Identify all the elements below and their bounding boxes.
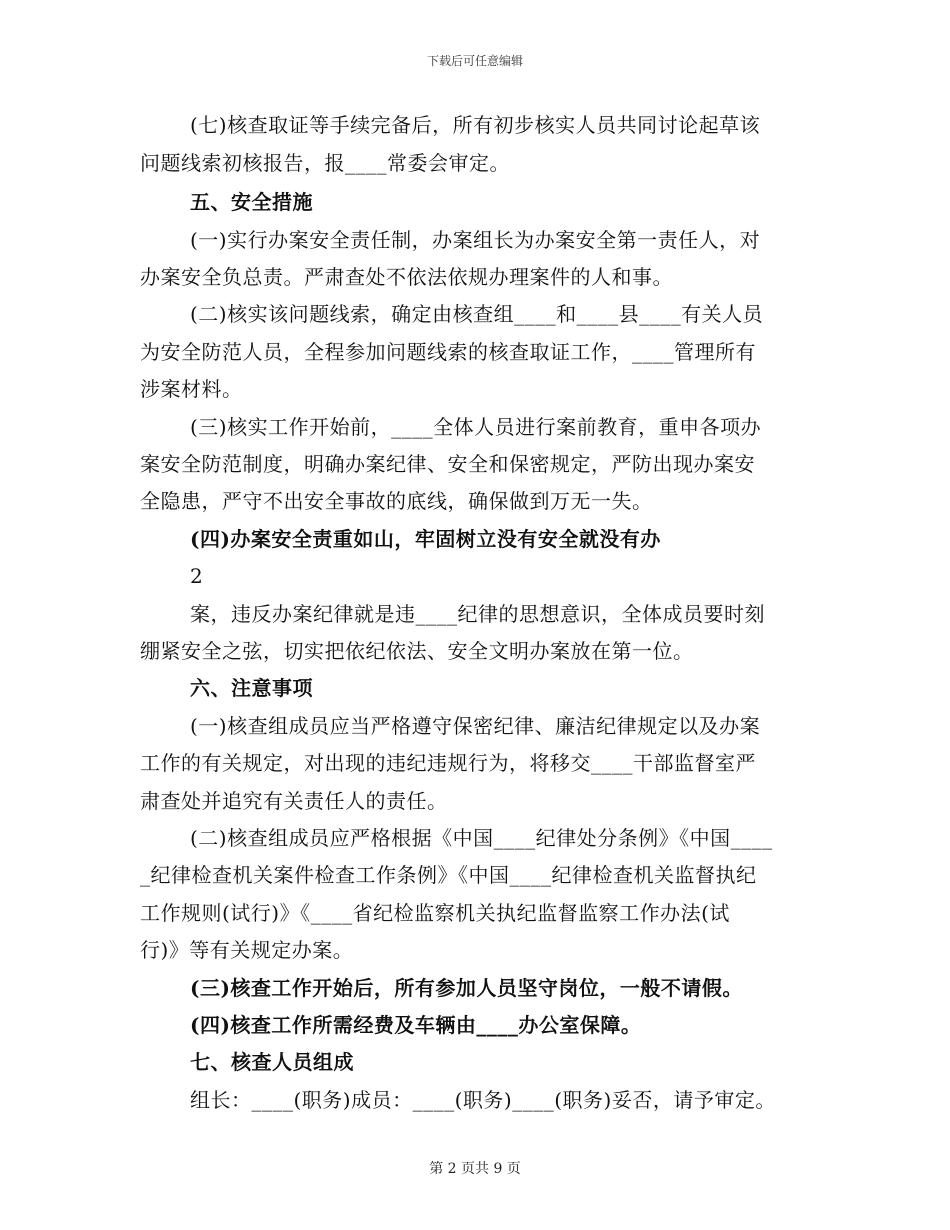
paragraph-line: (二)核查组成员应严格根据《中国____纪律处分条例》《中国____ xyxy=(190,826,773,850)
paragraph-line: (七)核查取证等手续完备后，所有初步核实人员共同讨论起草该 xyxy=(190,113,761,137)
bold-paragraph-line: (四)办案安全责重如山，牢固树立没有安全就没有办 xyxy=(190,527,661,551)
paragraph-line: 为安全防范人员，全程参加问题线索的核查取证工作，____管理所有 xyxy=(140,340,756,364)
page-footer: 第 2 页共 9 页 xyxy=(429,1161,521,1177)
paragraph-line: 工作的有关规定，对出现的违纪违规行为，将移交____干部监督室严 xyxy=(140,751,756,775)
paragraph-line: 全隐患，严守不出安全事故的底线，确保做到万无一失。 xyxy=(140,489,653,513)
paragraph-line: 肃查处并追究有关责任人的责任。 xyxy=(140,789,448,813)
inline-number: 2 xyxy=(190,564,204,588)
section-heading: 七、核查人员组成 xyxy=(190,1050,354,1074)
paragraph-line: 行)》等有关规定办案。 xyxy=(140,938,354,962)
paragraph-line: 涉案材料。 xyxy=(140,377,243,401)
paragraph-line: 问题线索初核报告，报____常委会审定。 xyxy=(140,151,510,175)
page-header: 下载后可任意编辑 xyxy=(426,54,523,68)
paragraph-line: 办案安全负总责。严肃查处不依法依规办理案件的人和事。 xyxy=(140,265,673,289)
bold-paragraph-line: (三)核查工作开始后，所有参加人员坚守岗位，一般不请假。 xyxy=(190,976,743,1000)
paragraph-line: 案安全防范制度，明确办案纪律、安全和保密规定，严防出现办案安 xyxy=(140,452,755,476)
paragraph-line: (二)核实该问题线索，确定由核查组____和____县____有关人员 xyxy=(190,302,764,326)
paragraph-line: _纪律检查机关案件检查工作条例》《中国____纪律检查机关监督执纪 xyxy=(140,863,757,887)
paragraph-line: (一)实行办案安全责任制，办案组长为办案安全第一责任人，对 xyxy=(190,228,761,252)
paragraph-line: (三)核实工作开始前，____全体人员进行案前教育，重申各项办 xyxy=(190,415,762,439)
paragraph-line: 工作规则(试行)》《____省纪检监察机关执纪监督监察工作办法(试 xyxy=(140,901,730,925)
bold-paragraph-line: (四)核查工作所需经费及车辆由____办公室保障。 xyxy=(190,1013,642,1037)
section-heading: 六、注意事项 xyxy=(190,676,313,700)
paragraph-line: 组长：____(职务)成员：____(职务)____(职务)妥否，请予审定。 xyxy=(190,1088,776,1112)
paragraph-line: 绷紧安全之弦，切实把依纪依法、安全文明办案放在第一位。 xyxy=(140,639,694,663)
paragraph-line: (一)核查组成员应当严格遵守保密纪律、廉洁纪律规定以及办案 xyxy=(190,714,761,738)
paragraph-line: 案，违反办案纪律就是违____纪律的思想意识，全体成员要时刻 xyxy=(190,602,765,626)
section-heading: 五、安全措施 xyxy=(190,190,313,214)
